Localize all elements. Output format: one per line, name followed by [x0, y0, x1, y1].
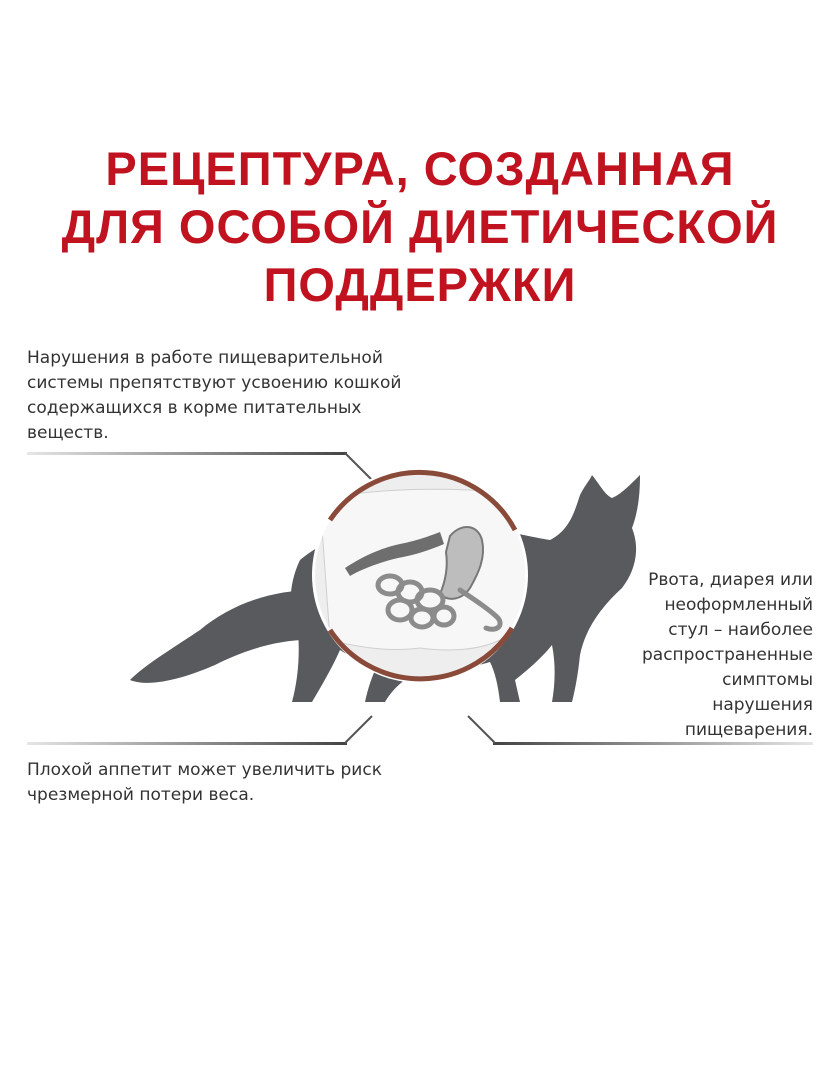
callout-line: содержащихся в корме питательных	[27, 398, 362, 418]
headline-line-3: ПОДДЕРЖКИ	[263, 258, 577, 311]
cat-silhouette-icon	[0, 440, 840, 760]
callout-line: распространенные	[641, 645, 813, 665]
callout-appetite	[27, 758, 407, 808]
callout-nutrient-absorption	[27, 346, 407, 446]
callout-line: Нарушения в работе пищеварительной	[27, 348, 383, 368]
headline	[0, 140, 840, 314]
leader-line-top-left	[27, 452, 372, 480]
callout-line: чрезмерной потери веса.	[27, 785, 255, 805]
callout-line: системы препятствуют усвоению кошкой	[27, 373, 402, 393]
callout-line: нарушения	[712, 695, 813, 715]
callout-line: симптомы	[722, 670, 813, 690]
headline-line-2: ДЛЯ ОСОБОЙ ДИЕТИЧЕСКОЙ	[61, 200, 779, 253]
callout-line: Рвота, диарея или	[648, 570, 813, 590]
leader-line-right	[468, 716, 813, 745]
callout-line: веществ.	[27, 423, 109, 443]
callout-line: неоформленный	[664, 595, 813, 615]
leader-line-bottom-left	[27, 716, 372, 745]
callout-line: Плохой аппетит может увеличить риск	[27, 760, 382, 780]
callout-line: стул – наиболее	[668, 620, 813, 640]
callout-line: пищеварения.	[684, 720, 813, 740]
headline-line-1: РЕЦЕПТУРА, СОЗДАННАЯ	[105, 142, 735, 195]
